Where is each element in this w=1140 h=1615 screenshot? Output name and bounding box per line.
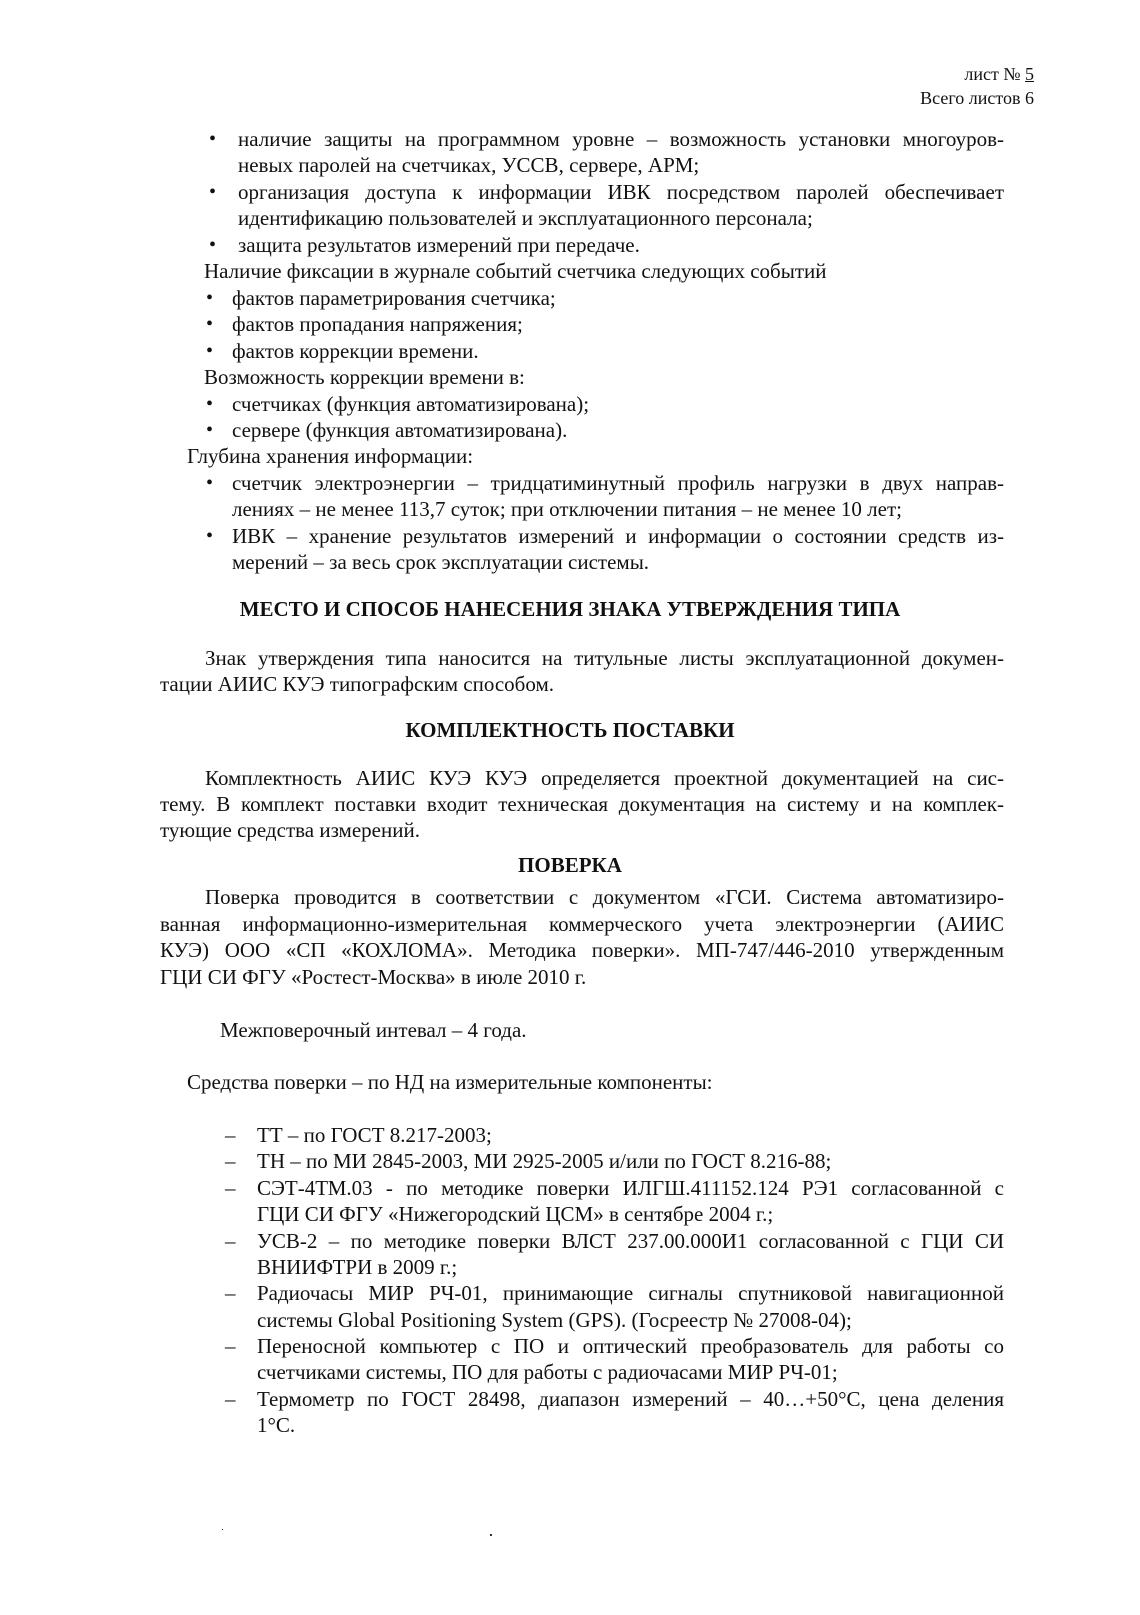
paragraph-line: тему. В комплект поставки входит техническая документация на систему и на комплек- [160,792,1004,816]
list-item: СЭТ-4ТМ.03 - по методике поверки ИЛГШ.411152.124 РЭ1 согласованной с [257,1176,1004,1200]
dash-icon: – [225,1387,236,1411]
page-header [920,62,1034,110]
bullet-icon: • [206,525,214,547]
scan-speck [222,1529,223,1530]
bullet-icon: • [209,234,217,256]
list-item-continuation: мерений – за весь срок эксплуатации системы. [232,550,650,574]
bullet-icon: • [206,419,214,441]
list-item: защита результатов измерений при передаче. [238,233,640,257]
events-intro: Наличие фиксации в журнале событий счетчика следующих событий [204,259,827,283]
bullet-icon: • [206,313,214,335]
list-item: счетчик электроэнергии – тридцатиминутный профиль нагрузки в двух направ- [232,471,1004,495]
list-item: ТН – по МИ 2845-2003, МИ 2925-2005 и/или по ГОСТ 8.216-88; [257,1149,832,1173]
paragraph-line: Поверка проводится в соответствии с документом «ГСИ. Система автоматизиро- [205,885,1004,909]
section-title-verification: ПОВЕРКА [518,853,622,877]
list-item-continuation: идентификацию пользователей и эксплуатационного персонала; [238,206,813,230]
list-item-continuation: системы Global Positioning System (GPS). (Госреестр № 27008-04); [257,1308,852,1332]
section-title-completeness: КОМПЛЕКТНОСТЬ ПОСТАВКИ [405,718,735,742]
bullet-icon: • [206,340,214,362]
bullet-icon: • [206,472,214,494]
list-item: ИВК – хранение результатов измерений и информации о состоянии средств из- [232,524,1004,548]
list-item: ТТ – по ГОСТ 8.217-2003; [257,1123,492,1147]
paragraph-line: тации АИИС КУЭ типографским способом. [160,672,554,696]
bullet-icon: • [209,181,217,203]
bullet-icon: • [209,128,217,150]
list-item: УСВ-2 – по методике поверки ВЛСТ 237.00.000И1 согласованной с ГЦИ СИ [257,1229,1004,1253]
dash-icon: – [225,1123,236,1147]
bullet-icon: • [206,393,214,415]
list-item-continuation: невых паролей на счетчиках, УССВ, сервере, АРМ; [238,153,700,177]
paragraph-line: КУЭ) ООО «СП «КОХЛОМА». Методика поверки». МП-747/446-2010 утвержденным [160,938,1004,962]
section-title-mark: МЕСТО И СПОСОБ НАНЕСЕНИЯ ЗНАКА УТВЕРЖДЕНИЯ ТИПА [239,597,901,621]
list-item: фактов коррекции времени. [232,339,479,363]
paragraph-line: Комплектность АИИС КУЭ КУЭ определяется проектной документацией на сис- [205,766,1004,790]
list-item: Термометр по ГОСТ 28498, диапазон измерений – 40…+50°С, цена деления [257,1387,1004,1411]
list-item-continuation: лениях – не менее 113,7 суток; при отключении питания – не менее 10 лет; [232,497,902,521]
sheet-number: 5 [1025,64,1034,84]
list-item: фактов пропадания напряжения; [232,312,523,336]
sheet-number-line [920,62,1034,86]
sheet-label: лист № [964,64,1021,84]
list-item: наличие защиты на программном уровне – возможность установки многоуров- [238,127,1004,151]
list-item-continuation: ВНИИФТРИ в 2009 г.; [257,1255,458,1279]
list-item: сервере (функция автоматизирована). [232,418,568,442]
list-item-continuation: 1°С. [257,1413,296,1437]
list-item: Переносной компьютер с ПО и оптический преобразователь для работы со [257,1334,1004,1358]
list-item-continuation: ГЦИ СИ ФГУ «Нижегородский ЦСМ» в сентябре 2004 г.; [257,1202,774,1226]
verification-tools-intro: Средства поверки – по НД на измерительные компоненты: [187,1070,713,1094]
dash-icon: – [225,1229,236,1253]
dash-icon: – [225,1334,236,1358]
bullet-icon: • [206,287,214,309]
paragraph-line: тующие средства измерений. [160,818,420,842]
paragraph-line: Знак утверждения типа наносится на титульные листы эксплуатационной докумен- [205,646,1004,670]
list-item: Радиочасы МИР РЧ-01, принимающие сигналы спутниковой навигационной [257,1281,1004,1305]
scan-speck [490,1534,492,1536]
dash-icon: – [225,1281,236,1305]
total-sheets: Всего листов 6 [920,88,1034,108]
dash-icon: – [225,1176,236,1200]
list-item: фактов параметрирования счетчика; [232,286,556,310]
time-correction-intro: Возможность коррекции времени в: [204,365,525,389]
paragraph-line: ванная информационно-измерительная коммерческого учета электроэнергии (АИИС [160,912,1004,936]
dash-icon: – [225,1149,236,1173]
verification-interval: Межповерочный интевал – 4 года. [220,1018,527,1042]
list-item-continuation: счетчиками системы, ПО для работы с радиочасами МИР РЧ-01; [257,1360,838,1384]
storage-intro: Глубина хранения информации: [187,444,474,468]
list-item: организация доступа к информации ИВК посредством паролей обеспечивает [238,180,1004,204]
list-item: счетчиках (функция автоматизирована); [232,392,590,416]
paragraph-line: ГЦИ СИ ФГУ «Ростест-Москва» в июле 2010 г. [160,965,587,989]
